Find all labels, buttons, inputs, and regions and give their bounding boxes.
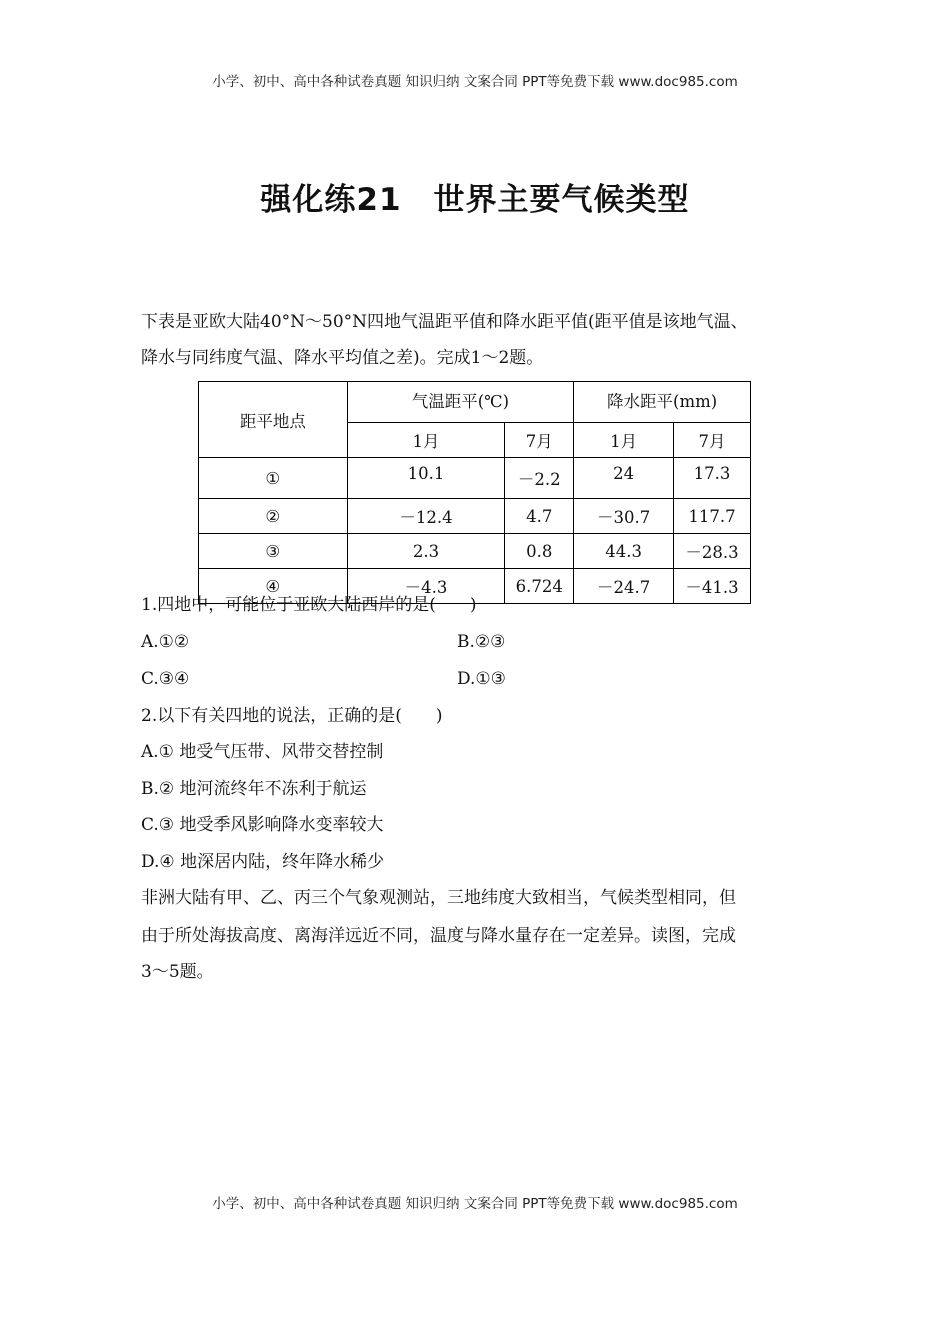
month-header: 1月 (574, 423, 674, 458)
value-cell: 24 (574, 458, 674, 499)
table-row (199, 534, 751, 569)
value-cell: －2.2 (505, 458, 574, 499)
value-cell: 44.3 (574, 534, 674, 569)
table-row (199, 458, 751, 499)
value-cell: 2.3 (347, 534, 505, 569)
question-1-option-d: D.①③ (457, 669, 506, 689)
passage-2-line-2: 由于所处海拔高度、离海洋远近不同，温度与降水量存在一定差异。读图，完成 (141, 926, 736, 946)
table-corner-header: 距平地点 (199, 382, 348, 458)
place-cell: ④ (199, 569, 348, 604)
value-cell: －28.3 (674, 534, 751, 569)
question-2-option-b: B.② 地河流终年不冻利于航运 (141, 779, 367, 799)
table-row (199, 499, 751, 534)
value-cell: －41.3 (674, 569, 751, 604)
page-title: 强化练21 世界主要气候类型 (260, 182, 690, 218)
value-cell: 4.7 (505, 499, 574, 534)
intro-line-2: 降水与同纬度气温、降水平均值之差)。完成1～2题。 (141, 348, 544, 368)
question-1-stem: 1.四地中，可能位于亚欧大陆西岸的是( ) (141, 595, 477, 615)
value-cell: 0.8 (505, 534, 574, 569)
place-cell: ③ (199, 534, 348, 569)
value-cell: 117.7 (674, 499, 751, 534)
place-cell: ② (199, 499, 348, 534)
passage-2-line-3: 3～5题。 (141, 962, 214, 982)
question-2-option-d: D.④ 地深居内陆，终年降水稀少 (141, 852, 385, 872)
value-cell: 6.724 (505, 569, 574, 604)
precip-anomaly-header: 降水距平(mm) (574, 382, 751, 423)
month-header: 7月 (505, 423, 574, 458)
value-cell: －30.7 (574, 499, 674, 534)
question-1-option-a: A.①② (141, 632, 190, 652)
question-2-option-a: A.① 地受气压带、风带交替控制 (141, 742, 384, 762)
anomaly-table (198, 381, 751, 604)
table-header-row (199, 382, 751, 423)
value-cell: －24.7 (574, 569, 674, 604)
value-cell: 10.1 (347, 458, 505, 499)
question-1-option-c: C.③④ (141, 669, 190, 689)
place-cell: ① (199, 458, 348, 499)
value-cell: －4.3 (347, 569, 505, 604)
question-1-option-b: B.②③ (457, 632, 506, 652)
page-header: 小学、初中、高中各种试卷真题 知识归纳 文案合同 PPT等免费下载 www.doc985.com (212, 74, 738, 90)
value-cell: 17.3 (674, 458, 751, 499)
value-cell: －12.4 (347, 499, 505, 534)
temp-anomaly-header: 气温距平(℃) (347, 382, 574, 423)
intro-line-1: 下表是亚欧大陆40°N～50°N四地气温距平值和降水距平值(距平值是该地气温、 (141, 312, 748, 332)
passage-2-line-1: 非洲大陆有甲、乙、丙三个气象观测站，三地纬度大致相当，气候类型相同，但 (141, 888, 736, 908)
month-header: 1月 (347, 423, 505, 458)
question-2-option-c: C.③ 地受季风影响降水变率较大 (141, 815, 384, 835)
page-footer: 小学、初中、高中各种试卷真题 知识归纳 文案合同 PPT等免费下载 www.doc985.com (212, 1196, 738, 1212)
question-2-stem: 2.以下有关四地的说法，正确的是( ) (141, 706, 443, 726)
month-header: 7月 (674, 423, 751, 458)
